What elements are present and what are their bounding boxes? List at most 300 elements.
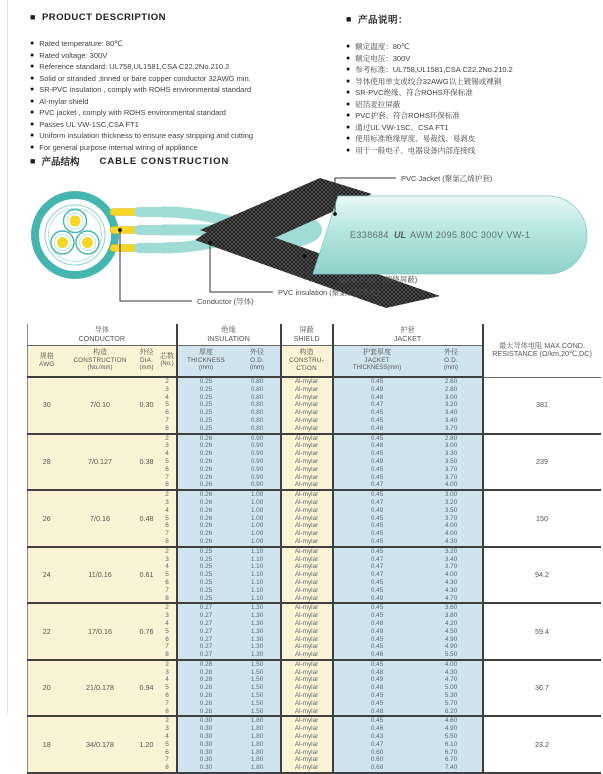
cell-ins-thickness: 0.30 <box>177 764 235 773</box>
bullet-icon: ● <box>30 51 35 59</box>
page-edge-line <box>7 0 8 714</box>
section-marker-icon: ■ <box>30 12 36 22</box>
cell-ins-od: 0.90 <box>235 450 281 458</box>
cell-ins-od: 1.50 <box>235 692 281 700</box>
cell-ins-od: 1.30 <box>235 636 281 644</box>
cell-jacket-od: 4.60 <box>421 716 483 725</box>
cell-jacket-od: 3.40 <box>421 556 483 564</box>
cell-ins-thickness: 0.27 <box>177 651 235 660</box>
cell-jacket-thickness: 0.47 <box>333 571 421 579</box>
spec-item <box>346 99 599 111</box>
bullet-icon: ● <box>30 143 35 151</box>
cell-awg: 30 <box>28 377 66 434</box>
cell-construction: 7/0.127 <box>66 434 135 491</box>
cell-jacket-od: 5.50 <box>421 733 483 741</box>
cell-dia: 0.30 <box>135 377 159 434</box>
cell-ins-thickness: 0.25 <box>177 394 235 402</box>
cell-shield: Al-mylar <box>281 669 333 677</box>
cell-shield: Al-mylar <box>281 612 333 620</box>
spec-item-text: 参考标准：UL758,UL1581,CSA C22.2No.210.2 <box>355 65 513 74</box>
cell-jacket-od: 3.20 <box>421 401 483 409</box>
cell-shield: Al-mylar <box>281 700 333 708</box>
cell-jacket-thickness: 0.45 <box>333 474 421 482</box>
cell-jacket-od: 4.90 <box>421 643 483 651</box>
cell-shield: Al-mylar <box>281 741 333 749</box>
group-header-insulation: 绝缘 INSULATION <box>177 324 281 346</box>
cell-jacket-od: 7.40 <box>421 764 483 773</box>
cell-shield: Al-mylar <box>281 458 333 466</box>
column-header-ins-thickness: 厚度 THICKNESS (mm) <box>177 346 235 378</box>
cell-jacket-od: 4.30 <box>421 587 483 595</box>
cell-shield: Al-mylar <box>281 716 333 725</box>
spec-item <box>346 41 599 53</box>
cell-ins-thickness: 0.30 <box>177 749 235 757</box>
cell-ins-thickness: 0.26 <box>177 442 235 450</box>
cell-ins-od: 1.50 <box>235 700 281 708</box>
group-header-shield: 屏蔽 SHIELD <box>281 324 333 346</box>
cell-cores: 4 <box>159 620 177 628</box>
cell-jacket-od: 2.60 <box>421 377 483 386</box>
bullet-icon: ● <box>346 135 351 142</box>
cell-ins-od: 0.90 <box>235 434 281 443</box>
cell-jacket-thickness: 0.47 <box>333 499 421 507</box>
cell-jacket-thickness: 0.45 <box>333 692 421 700</box>
product-description-cn <box>332 12 599 155</box>
cell-ins-od: 0.90 <box>235 474 281 482</box>
product-description-section <box>0 0 603 155</box>
cell-cores: 5 <box>159 401 177 409</box>
cell-cores: 3 <box>159 612 177 620</box>
cell-jacket-od: 3.70 <box>421 466 483 474</box>
cell-shield: Al-mylar <box>281 676 333 684</box>
cell-ins-thickness: 0.25 <box>177 401 235 409</box>
cell-ins-od: 0.80 <box>235 386 281 394</box>
cell-shield: Al-mylar <box>281 620 333 628</box>
cell-ins-thickness: 0.26 <box>177 466 235 474</box>
spec-item <box>30 96 332 108</box>
cell-cores: 8 <box>159 651 177 660</box>
spec-item-text: Passes UL VW-1SC,CSA FT1 <box>39 119 139 129</box>
cell-cores: 4 <box>159 676 177 684</box>
cell-shield: Al-mylar <box>281 425 333 434</box>
cell-ins-od: 1.00 <box>235 490 281 499</box>
cell-cores: 7 <box>159 587 177 595</box>
cell-cores: 3 <box>159 442 177 450</box>
cell-jacket-thickness: 0.47 <box>333 741 421 749</box>
bullet-icon: ● <box>346 77 351 85</box>
cell-jacket-od: 4.00 <box>421 522 483 530</box>
cell-jacket-thickness: 0.45 <box>333 515 421 523</box>
cable-cross-section <box>35 195 115 275</box>
cell-ins-thickness: 0.26 <box>177 538 235 547</box>
spec-row <box>28 434 601 443</box>
spec-item-text: 铝箔麦拉屏蔽 <box>355 99 401 109</box>
bullet-icon: ● <box>30 132 35 139</box>
column-header-ins-od: 外径 O.D. (mm) <box>235 346 281 378</box>
cell-ins-od: 1.30 <box>235 628 281 636</box>
cell-ins-od: 0.80 <box>235 394 281 402</box>
cell-cores: 2 <box>159 660 177 669</box>
jacket-label: PVC Jacket (聚氯乙烯护套) <box>401 174 493 183</box>
cable-spec-table <box>27 324 601 774</box>
cell-jacket-thickness: 0.48 <box>333 684 421 692</box>
core-right <box>76 231 99 254</box>
cell-ins-od: 1.00 <box>235 522 281 530</box>
cell-ins-thickness: 0.27 <box>177 643 235 651</box>
cell-ins-od: 1.30 <box>235 651 281 660</box>
cell-construction: 11/0.16 <box>66 547 135 604</box>
ul-mark-icon: UL <box>394 230 406 240</box>
cell-ins-thickness: 0.27 <box>177 636 235 644</box>
cell-jacket-thickness: 0.45 <box>333 466 421 474</box>
cell-cores: 3 <box>159 725 177 733</box>
cell-shield: Al-mylar <box>281 507 333 515</box>
cell-jacket-thickness: 0.45 <box>333 522 421 530</box>
spec-item <box>30 107 332 119</box>
cell-jacket-thickness: 0.45 <box>333 579 421 587</box>
jacket-print-spec: AWM 2095 80C 300V VW-1 <box>410 230 531 240</box>
cell-jacket-od: 4.30 <box>421 669 483 677</box>
cell-ins-thickness: 0.26 <box>177 499 235 507</box>
cell-ins-od: 1.00 <box>235 530 281 538</box>
product-description-cn-title: 产品说明： <box>357 15 408 26</box>
cell-shield: Al-mylar <box>281 595 333 604</box>
cell-cores: 6 <box>159 522 177 530</box>
cell-ins-thickness: 0.30 <box>177 756 235 764</box>
spec-item <box>30 50 332 62</box>
spec-item-text: 使用标准绝缘厚度、易裁线、易剥皮 <box>355 134 476 143</box>
column-header-dia: 外径 DIA. (mm) <box>135 346 159 378</box>
spec-list-cn <box>346 41 599 156</box>
cell-shield: Al-mylar <box>281 481 333 490</box>
cell-cores: 5 <box>159 458 177 466</box>
cell-jacket-thickness: 0.60 <box>333 749 421 757</box>
column-header-resistance: 最大导体电阻 MAX.COND. RESISTANCE (Ω/km,20℃,DC) <box>483 324 601 377</box>
table-group-header-row <box>28 324 601 346</box>
cell-jacket-od: 6.10 <box>421 741 483 749</box>
cell-cores: 6 <box>159 692 177 700</box>
bullet-icon: ● <box>346 112 351 119</box>
cell-ins-thickness: 0.26 <box>177 515 235 523</box>
cell-cores: 5 <box>159 628 177 636</box>
spec-item <box>346 145 599 157</box>
cell-cores: 8 <box>159 764 177 773</box>
cell-construction: 34/0.178 <box>66 716 135 773</box>
cell-jacket-thickness: 0.45 <box>333 434 421 443</box>
column-header-construction: 构造 CONSTRUCTION (No./mm) <box>66 346 135 378</box>
shield-label: Spiral Shield (缠绕屏蔽) <box>338 275 418 284</box>
cell-ins-od: 1.50 <box>235 708 281 717</box>
spec-item <box>346 110 599 122</box>
cell-cores: 7 <box>159 530 177 538</box>
cell-ins-od: 1.00 <box>235 507 281 515</box>
cell-jacket-od: 3.80 <box>421 612 483 620</box>
cell-ins-od: 1.80 <box>235 741 281 749</box>
section-marker-icon: ■ <box>30 155 36 166</box>
cell-cores: 8 <box>159 595 177 604</box>
cell-jacket-od: 3.40 <box>421 409 483 417</box>
spec-item <box>346 122 599 134</box>
cell-jacket-thickness: 0.45 <box>333 636 421 644</box>
cell-shield: Al-mylar <box>281 628 333 636</box>
spec-row <box>28 603 601 612</box>
cell-ins-thickness: 0.28 <box>177 669 235 677</box>
cell-ins-thickness: 0.26 <box>177 458 235 466</box>
cell-ins-od: 0.80 <box>235 425 281 434</box>
cell-ins-thickness: 0.26 <box>177 450 235 458</box>
cell-jacket-thickness: 0.49 <box>333 458 421 466</box>
cell-jacket-od: 4.30 <box>421 538 483 547</box>
cell-ins-thickness: 0.27 <box>177 612 235 620</box>
cell-ins-thickness: 0.26 <box>177 530 235 538</box>
cell-resistance: 36.7 <box>483 660 601 717</box>
cell-dia: 0.48 <box>135 490 159 547</box>
cell-resistance: 94.2 <box>483 547 601 604</box>
spec-row <box>28 377 601 386</box>
spec-item-text: SR-PVC insulation , comply with ROHS environmental standard <box>39 85 251 94</box>
product-description-title: PRODUCT DESCRIPTION <box>41 12 166 23</box>
cell-jacket-od: 6.20 <box>421 708 483 717</box>
column-header-awg: 规格 AWG <box>28 346 66 378</box>
product-description-en <box>30 12 332 152</box>
cell-jacket-thickness: 0.49 <box>333 628 421 636</box>
cell-ins-od: 1.10 <box>235 587 281 595</box>
cell-ins-thickness: 0.30 <box>177 725 235 733</box>
bullet-icon: ● <box>30 120 35 128</box>
cell-jacket-thickness: 0.48 <box>333 669 421 677</box>
cell-cores: 3 <box>159 556 177 564</box>
cell-ins-od: 1.50 <box>235 660 281 669</box>
cell-ins-od: 1.80 <box>235 764 281 773</box>
cell-jacket-od: 2.80 <box>421 434 483 443</box>
cell-cores: 7 <box>159 417 177 425</box>
bullet-icon: ● <box>30 86 35 93</box>
cell-construction: 17/0.16 <box>66 603 135 660</box>
cell-jacket-thickness: 0.47 <box>333 556 421 564</box>
cell-jacket-od: 4.00 <box>421 530 483 538</box>
cell-ins-od: 1.80 <box>235 725 281 733</box>
spec-item <box>30 130 332 142</box>
spec-item <box>346 53 599 65</box>
cell-ins-od: 1.50 <box>235 669 281 677</box>
cell-jacket-od: 5.50 <box>421 651 483 660</box>
cell-jacket-thickness: 0.45 <box>333 660 421 669</box>
cell-cores: 2 <box>159 490 177 499</box>
cell-cores: 3 <box>159 499 177 507</box>
cell-cores: 6 <box>159 636 177 644</box>
cell-cores: 4 <box>159 450 177 458</box>
cell-jacket-thickness: 0.60 <box>333 756 421 764</box>
cell-jacket-thickness: 0.49 <box>333 386 421 394</box>
cell-ins-thickness: 0.30 <box>177 733 235 741</box>
core-left <box>51 231 74 254</box>
cell-ins-od: 1.10 <box>235 556 281 564</box>
cell-shield: Al-mylar <box>281 563 333 571</box>
cell-ins-od: 0.90 <box>235 442 281 450</box>
cell-jacket-od: 3.20 <box>421 499 483 507</box>
cell-ins-thickness: 0.26 <box>177 507 235 515</box>
cell-shield: Al-mylar <box>281 556 333 564</box>
cell-jacket-thickness: 0.46 <box>333 725 421 733</box>
cell-cores: 5 <box>159 515 177 523</box>
spec-item-text: 额定温度：80℃ <box>355 42 410 51</box>
cell-shield: Al-mylar <box>281 442 333 450</box>
bullet-icon: ● <box>346 89 351 96</box>
cell-resistance: 23.2 <box>483 716 601 773</box>
bullet-icon: ● <box>30 74 35 82</box>
cell-jacket-thickness: 0.45 <box>333 409 421 417</box>
column-header-jacket-od: 外径 O.D. (mm) <box>421 346 483 378</box>
spec-item-text: PVC jacket , comply with ROHS environmental standard <box>39 108 226 117</box>
cell-ins-od: 1.80 <box>235 756 281 764</box>
cell-jacket-thickness: 0.47 <box>333 401 421 409</box>
cell-jacket-thickness: 0.46 <box>333 651 421 660</box>
spec-item <box>346 76 599 88</box>
awg-group-24 <box>28 547 601 604</box>
cell-shield: Al-mylar <box>281 636 333 644</box>
cell-dia: 0.76 <box>135 603 159 660</box>
cell-cores: 2 <box>159 434 177 443</box>
spec-item <box>30 38 332 50</box>
cell-shield: Al-mylar <box>281 603 333 612</box>
cell-cores: 6 <box>159 409 177 417</box>
jacket-print-cert: E338684 <box>350 230 389 240</box>
cell-jacket-thickness: 0.45 <box>333 547 421 556</box>
spec-item-text: Reference standard: UL758,UL1581,CSA C22.2No.210.2 <box>39 62 230 71</box>
cell-ins-od: 1.10 <box>235 547 281 556</box>
cell-shield: Al-mylar <box>281 474 333 482</box>
cell-jacket-od: 5.30 <box>421 692 483 700</box>
awg-group-26 <box>28 490 601 547</box>
cell-ins-thickness: 0.25 <box>177 417 235 425</box>
cell-jacket-od: 4.00 <box>421 571 483 579</box>
cell-shield: Al-mylar <box>281 547 333 556</box>
bullet-icon: ● <box>346 146 351 154</box>
cell-ins-thickness: 0.27 <box>177 603 235 612</box>
spec-item-text: Al-mylar shield <box>39 96 89 106</box>
cell-cores: 7 <box>159 756 177 764</box>
cell-ins-thickness: 0.28 <box>177 700 235 708</box>
cell-shield: Al-mylar <box>281 756 333 764</box>
cell-dia: 0.94 <box>135 660 159 717</box>
spec-item <box>30 119 332 131</box>
bullet-icon: ● <box>30 63 35 70</box>
cell-shield: Al-mylar <box>281 579 333 587</box>
cell-jacket-od: 3.50 <box>421 458 483 466</box>
cell-shield: Al-mylar <box>281 450 333 458</box>
cell-shield: Al-mylar <box>281 377 333 386</box>
bullet-icon: ● <box>346 66 351 73</box>
cell-jacket-od: 3.40 <box>421 417 483 425</box>
cell-cores: 8 <box>159 708 177 717</box>
awg-group-28 <box>28 434 601 491</box>
bullet-icon: ● <box>30 97 35 105</box>
awg-group-20 <box>28 660 601 717</box>
cell-shield: Al-mylar <box>281 538 333 547</box>
cell-ins-thickness: 0.25 <box>177 409 235 417</box>
cell-ins-od: 1.10 <box>235 563 281 571</box>
cell-jacket-od: 4.90 <box>421 725 483 733</box>
cell-ins-thickness: 0.28 <box>177 676 235 684</box>
spec-item-text: 用于一般电子、电器设备内部连接线 <box>355 145 476 155</box>
cell-ins-thickness: 0.25 <box>177 563 235 571</box>
cell-ins-od: 1.50 <box>235 676 281 684</box>
cell-jacket-thickness: 0.43 <box>333 733 421 741</box>
cell-jacket-od: 3.30 <box>421 450 483 458</box>
cell-jacket-od: 6.70 <box>421 756 483 764</box>
cable-construction-title-cn: 产品结构 <box>41 157 80 168</box>
cell-shield: Al-mylar <box>281 708 333 717</box>
cell-cores: 7 <box>159 643 177 651</box>
conductor-ends <box>110 207 164 253</box>
cell-jacket-thickness: 0.45 <box>333 716 421 725</box>
cell-ins-thickness: 0.26 <box>177 474 235 482</box>
cell-jacket-od: 3.00 <box>421 442 483 450</box>
cell-ins-od: 1.00 <box>235 499 281 507</box>
cell-jacket-od: 3.50 <box>421 507 483 515</box>
cell-jacket-thickness: 0.45 <box>333 587 421 595</box>
spec-item-text: 额定电压：300V <box>355 53 411 63</box>
cell-cores: 3 <box>159 386 177 394</box>
bullet-icon: ● <box>30 109 35 116</box>
cell-jacket-thickness: 0.45 <box>333 700 421 708</box>
cell-jacket-od: 4.70 <box>421 595 483 604</box>
spec-item <box>346 133 599 145</box>
cell-construction: 7/0.10 <box>66 377 135 434</box>
bullet-icon: ● <box>346 123 351 131</box>
cell-ins-thickness: 0.26 <box>177 481 235 490</box>
cell-cores: 6 <box>159 579 177 587</box>
cell-ins-thickness: 0.27 <box>177 620 235 628</box>
cell-ins-thickness: 0.28 <box>177 684 235 692</box>
cell-cores: 5 <box>159 741 177 749</box>
cell-shield: Al-mylar <box>281 409 333 417</box>
cell-cores: 6 <box>159 466 177 474</box>
cell-cores: 4 <box>159 394 177 402</box>
cell-jacket-od: 3.70 <box>421 515 483 523</box>
cell-ins-od: 0.80 <box>235 417 281 425</box>
cell-shield: Al-mylar <box>281 394 333 402</box>
cell-construction: 7/0.16 <box>66 490 135 547</box>
cell-cores: 5 <box>159 684 177 692</box>
cell-ins-od: 0.90 <box>235 481 281 490</box>
cell-jacket-thickness: 0.47 <box>333 563 421 571</box>
cell-resistance: 150 <box>483 490 601 547</box>
cell-jacket-thickness: 0.45 <box>333 530 421 538</box>
cell-shield: Al-mylar <box>281 490 333 499</box>
cell-jacket-od: 3.70 <box>421 425 483 434</box>
cell-shield: Al-mylar <box>281 434 333 443</box>
cell-shield: Al-mylar <box>281 749 333 757</box>
cell-ins-od: 1.00 <box>235 538 281 547</box>
cell-ins-od: 1.00 <box>235 515 281 523</box>
section-marker-icon: ■ <box>346 13 352 24</box>
cell-shield: Al-mylar <box>281 733 333 741</box>
cell-ins-thickness: 0.25 <box>177 579 235 587</box>
cell-ins-thickness: 0.25 <box>177 556 235 564</box>
cell-ins-thickness: 0.27 <box>177 628 235 636</box>
cell-ins-od: 0.90 <box>235 458 281 466</box>
cell-jacket-thickness: 0.48 <box>333 394 421 402</box>
cell-ins-od: 1.30 <box>235 603 281 612</box>
cable-construction-title-row <box>30 154 603 168</box>
bullet-icon: ● <box>346 54 351 62</box>
cell-cores: 4 <box>159 507 177 515</box>
cell-ins-od: 1.10 <box>235 579 281 587</box>
cell-ins-od: 1.50 <box>235 684 281 692</box>
cable-diagram <box>20 168 600 316</box>
cell-jacket-thickness: 0.48 <box>333 620 421 628</box>
